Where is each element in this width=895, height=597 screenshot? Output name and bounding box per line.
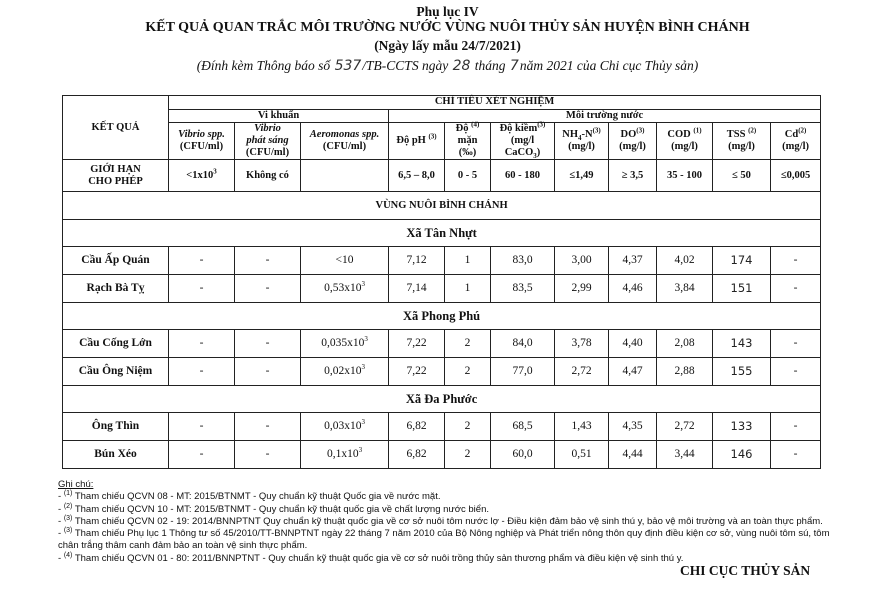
- cell-ph: 7,22: [389, 330, 445, 358]
- attach-month-handwritten: 7: [509, 58, 519, 74]
- cell-vibrio: -: [169, 275, 235, 303]
- cell-nh4: 2,72: [555, 358, 609, 386]
- cd-unit: (mg/l): [782, 141, 809, 153]
- cell-aero: [301, 413, 389, 441]
- alk-unit-b: CaCO: [504, 147, 534, 159]
- results-table: [62, 95, 821, 469]
- sal-unit: (‰): [458, 147, 477, 159]
- aero-unit: (CFU/ml): [322, 141, 367, 153]
- col-tss-header: [713, 123, 771, 160]
- cell-nh4: 0,51: [555, 441, 609, 469]
- commune-body: [63, 220, 821, 469]
- cell-nh4: 2,99: [555, 275, 609, 303]
- cell-alk: 77,0: [491, 358, 555, 386]
- cell-sal: 2: [445, 413, 491, 441]
- col-vibrio-header: [169, 123, 235, 160]
- cell-nh4: 3,00: [555, 247, 609, 275]
- notes-list: [58, 491, 838, 565]
- cell-cd: -: [771, 441, 821, 469]
- aero-exponent: 3: [364, 335, 368, 344]
- cell-vibrio: -: [169, 413, 235, 441]
- cell-vibriolum: -: [235, 247, 301, 275]
- note-ref: (2): [63, 502, 73, 510]
- limit-alkalinity: 60 - 180: [491, 160, 555, 192]
- attach-prefix: (Đính kèm Thông báo số: [196, 58, 334, 73]
- attachment-line: [0, 58, 895, 74]
- tss-name: TSS: [726, 129, 746, 141]
- cd-ref: (2): [798, 126, 807, 135]
- commune-name: Xã Đa Phước: [63, 386, 821, 413]
- sal-name: Độ: [455, 123, 469, 135]
- cell-vibriolum: -: [235, 358, 301, 386]
- table-row: [63, 441, 821, 469]
- table-row: [63, 330, 821, 358]
- sampling-date: (Ngày lấy mẫu 24/7/2021): [374, 38, 521, 53]
- cell-alk: 83,5: [491, 275, 555, 303]
- cell-vibriolum: -: [235, 330, 301, 358]
- aero-name: Aeromonas spp.: [309, 129, 380, 141]
- cell-do: 4,47: [609, 358, 657, 386]
- cell-do: 4,46: [609, 275, 657, 303]
- cell-sal: 1: [445, 247, 491, 275]
- alk-unit-a: (mg/l: [510, 135, 535, 147]
- note-item: [58, 504, 838, 516]
- limit-label-1: GIỚI HẠN: [90, 163, 141, 175]
- attach-number-handwritten: 537: [334, 58, 362, 74]
- cell-vibriolum: -: [235, 441, 301, 469]
- aero-value: 0,53x10: [324, 282, 362, 295]
- cell-ph: 6,82: [389, 441, 445, 469]
- col-vibrio-luminous-header: [235, 123, 301, 160]
- commune-name: Xã Phong Phú: [63, 303, 821, 330]
- cell-cd: -: [771, 413, 821, 441]
- sal-name2: mặn: [457, 135, 478, 147]
- cell-cod: 3,84: [657, 275, 713, 303]
- table-row: [63, 358, 821, 386]
- note-ref: (1): [63, 490, 73, 498]
- limit-label: [63, 160, 169, 192]
- limit-vibrio-value: <1x10: [186, 169, 214, 181]
- cod-name: COD: [667, 129, 691, 141]
- limit-vibrio-luminous: Không có: [235, 160, 301, 192]
- alk-ref: (3): [537, 120, 546, 129]
- alk-unit-sub: 3: [533, 152, 537, 161]
- cell-cd: -: [771, 330, 821, 358]
- cell-alk: 68,5: [491, 413, 555, 441]
- limit-salinity: 0 - 5: [445, 160, 491, 192]
- nh4-name2: -N: [581, 129, 593, 141]
- vibriolum-unit: (CFU/ml): [245, 147, 290, 159]
- note-text: Tham chiếu QCVN 10 - MT: 2015/BTNMT - Quy chuẩn kỹ thuật quốc gia về chất lượng nước biển.: [72, 503, 490, 515]
- limit-label-2: CHO PHÉP: [88, 175, 143, 187]
- cell-cod: 3,44: [657, 441, 713, 469]
- aero-exponent: 3: [361, 280, 365, 289]
- limit-do: ≥ 3,5: [609, 160, 657, 192]
- do-name: DO: [620, 129, 637, 141]
- cell-cd: -: [771, 358, 821, 386]
- limit-ph: 6,5 – 8,0: [389, 160, 445, 192]
- sal-ref: (4): [471, 120, 480, 129]
- cell-sal: 2: [445, 330, 491, 358]
- nh4-ref: (3): [592, 126, 601, 135]
- cell-sal: 2: [445, 441, 491, 469]
- document-title: KẾT QUẢ QUAN TRẮC MÔI TRƯỜNG NƯỚC VÙNG NUÔI THỦY SẢN HUYỆN BÌNH CHÁNH: [145, 20, 750, 35]
- cell-tss: 133: [713, 413, 771, 441]
- cell-sal: 1: [445, 275, 491, 303]
- note-ref: (3): [63, 527, 73, 535]
- cell-tss: 174: [713, 247, 771, 275]
- cell-vibrio: -: [169, 441, 235, 469]
- bacteria-header: Vi khuẩn: [169, 110, 389, 123]
- aero-value: <10: [335, 254, 354, 267]
- cell-vibrio: -: [169, 358, 235, 386]
- cell-cod: 2,08: [657, 330, 713, 358]
- limit-tss: ≤ 50: [713, 160, 771, 192]
- note-ref: (3): [63, 514, 73, 522]
- commune-row: [63, 220, 821, 247]
- col-cod-header: [657, 123, 713, 160]
- test-indicators-header: CHỈ TIÊU XÉT NGHIỆM: [169, 96, 821, 110]
- ph-ref: (3): [428, 132, 437, 141]
- tss-unit: (mg/l): [728, 141, 755, 153]
- cell-nh4: 1,43: [555, 413, 609, 441]
- note-item: [58, 528, 838, 553]
- nh4-unit: (mg/l): [568, 141, 595, 153]
- appendix-label: Phụ lục IV: [416, 4, 479, 19]
- cell-do: 4,37: [609, 247, 657, 275]
- aero-value: 0,1x10: [326, 448, 359, 461]
- cell-do: 4,40: [609, 330, 657, 358]
- col-ph-header: [389, 123, 445, 160]
- header-row-2: [63, 110, 821, 123]
- commune-row: [63, 303, 821, 330]
- cell-nh4: 3,78: [555, 330, 609, 358]
- table-row: [63, 247, 821, 275]
- cell-sal: 2: [445, 358, 491, 386]
- site-name: Cầu Cống Lớn: [63, 330, 169, 358]
- cell-ph: 7,14: [389, 275, 445, 303]
- site-name: Bún Xéo: [63, 441, 169, 469]
- note-text: Tham chiếu Phụ lục 1 Thông tư số 45/2010/TT-BNNPTNT ngày 22 tháng 7 năm 2010 của Bộ Nông nghiệp và Phát triển nông thôn quy định điều kiện cơ sở, vùng nuôi tôm sú, tôm chân trắng thâm canh đảm bảo an toàn vệ sinh thực phẩm.: [58, 528, 830, 552]
- cell-do: 4,35: [609, 413, 657, 441]
- col-nh4-header: [555, 123, 609, 160]
- cell-ph: 7,22: [389, 358, 445, 386]
- notes-section: [58, 479, 838, 565]
- water-environment-header: Môi trường nước: [389, 110, 821, 123]
- note-text: Tham chiếu QCVN 02 - 19: 2014/BNNPTNT Quy chuẩn kỹ thuật quốc gia về cơ sở nuôi tôm nước lợ - Điều kiện đảm bảo vệ sinh thú y, bảo vệ môi trường và an toàn thực phẩm.: [72, 515, 823, 527]
- cod-unit: (mg/l): [671, 141, 698, 153]
- vibrio-name: Vibrio spp.: [178, 129, 225, 141]
- alk-name: Độ kiềm: [499, 123, 538, 135]
- vibrio-unit: (CFU/ml): [179, 141, 224, 153]
- tss-ref: (2): [748, 126, 757, 135]
- cell-vibrio: -: [169, 330, 235, 358]
- limit-row: [63, 160, 821, 192]
- cell-aero: [301, 275, 389, 303]
- cell-vibrio: -: [169, 247, 235, 275]
- nh4-sub: 4: [577, 134, 582, 143]
- cell-alk: 60,0: [491, 441, 555, 469]
- site-name: Cầu Ông Niệm: [63, 358, 169, 386]
- note-item: [58, 491, 838, 503]
- do-ref: (3): [636, 126, 645, 135]
- aero-value: 0,035x10: [321, 337, 365, 350]
- cell-tss: 146: [713, 441, 771, 469]
- cell-do: 4,44: [609, 441, 657, 469]
- aero-exponent: 3: [361, 418, 365, 427]
- region-row: [63, 192, 821, 220]
- limit-vibrio: [169, 160, 235, 192]
- table-row: [63, 275, 821, 303]
- header-row-1: [63, 96, 821, 110]
- vibriolum-name: Vibrio: [254, 123, 281, 135]
- cell-alk: 83,0: [491, 247, 555, 275]
- note-text: Tham chiếu QCVN 01 - 80: 2011/BNNPTNT - Quy chuẩn kỹ thuật quốc gia về cơ sở nuôi trồng thủy sản thương phẩm và điều kiện vệ sinh thú y.: [72, 552, 684, 564]
- attach-suffix: năm 2021 của Chi cục Thủy sản): [519, 58, 699, 73]
- cell-tss: 151: [713, 275, 771, 303]
- cell-aero: [301, 330, 389, 358]
- aero-exponent: 3: [361, 363, 365, 372]
- do-unit: (mg/l): [619, 141, 646, 153]
- note-prefix: -: [58, 515, 64, 527]
- cell-vibriolum: -: [235, 413, 301, 441]
- commune-name: Xã Tân Nhựt: [63, 220, 821, 247]
- note-item: [58, 516, 838, 528]
- limit-cd: ≤0,005: [771, 160, 821, 192]
- cell-cd: -: [771, 275, 821, 303]
- col-salinity-header: [445, 120, 491, 160]
- result-column-header: KẾT QUẢ: [63, 96, 169, 160]
- cell-cod: 2,72: [657, 413, 713, 441]
- cell-cod: 2,88: [657, 358, 713, 386]
- cell-tss: 143: [713, 330, 771, 358]
- attach-day-handwritten: 28: [452, 58, 471, 74]
- col-aeromonas-header: [301, 123, 389, 160]
- col-cd-header: [771, 123, 821, 160]
- site-name: Ông Thìn: [63, 413, 169, 441]
- notes-title: Ghi chú:: [58, 479, 94, 490]
- cell-tss: 155: [713, 358, 771, 386]
- note-text: Tham chiếu QCVN 08 - MT: 2015/BTNMT - Quy chuẩn kỹ thuật Quốc gia về nước mặt.: [72, 491, 441, 503]
- site-name: Cầu Ấp Quán: [63, 247, 169, 275]
- attach-mid: /TB-CCTS ngày: [362, 58, 452, 73]
- note-ref: (4): [63, 551, 73, 559]
- cell-cod: 4,02: [657, 247, 713, 275]
- cell-ph: 6,82: [389, 413, 445, 441]
- limit-cod: 35 - 100: [657, 160, 713, 192]
- cell-alk: 84,0: [491, 330, 555, 358]
- cell-aero: [301, 358, 389, 386]
- vibriolum-name2: phát sáng: [246, 135, 289, 147]
- site-name: Rạch Bà Tỵ: [63, 275, 169, 303]
- aero-value: 0,02x10: [324, 365, 362, 378]
- cod-ref: (1): [693, 126, 702, 135]
- limit-vibrio-exp: 3: [213, 167, 217, 176]
- cell-cd: -: [771, 247, 821, 275]
- note-prefix: -: [58, 552, 64, 564]
- commune-row: [63, 386, 821, 413]
- cell-vibriolum: -: [235, 275, 301, 303]
- aero-exponent: 3: [358, 446, 363, 455]
- limit-nh4: ≤1,49: [555, 160, 609, 192]
- limit-aeromonas: [301, 160, 389, 192]
- note-prefix: -: [58, 503, 64, 515]
- ph-name: Độ pH: [396, 135, 426, 147]
- region-label: VÙNG NUÔI BÌNH CHÁNH: [63, 192, 821, 220]
- note-prefix: -: [58, 528, 64, 540]
- col-alkalinity-header: [491, 120, 555, 161]
- cell-ph: 7,12: [389, 247, 445, 275]
- table-row: [63, 413, 821, 441]
- cell-aero: [301, 441, 389, 469]
- note-prefix: -: [58, 491, 64, 503]
- signature-organization: CHI CỤC THỦY SẢN: [680, 563, 811, 578]
- alk-unit-c: ): [536, 147, 541, 159]
- col-do-header: [609, 123, 657, 160]
- cd-name: Cd: [784, 129, 799, 141]
- cell-aero: [301, 247, 389, 275]
- aero-value: 0,03x10: [324, 420, 362, 433]
- header-row-3: [63, 123, 821, 160]
- nh4-name: NH: [562, 129, 578, 141]
- attach-month-label: tháng: [471, 58, 509, 73]
